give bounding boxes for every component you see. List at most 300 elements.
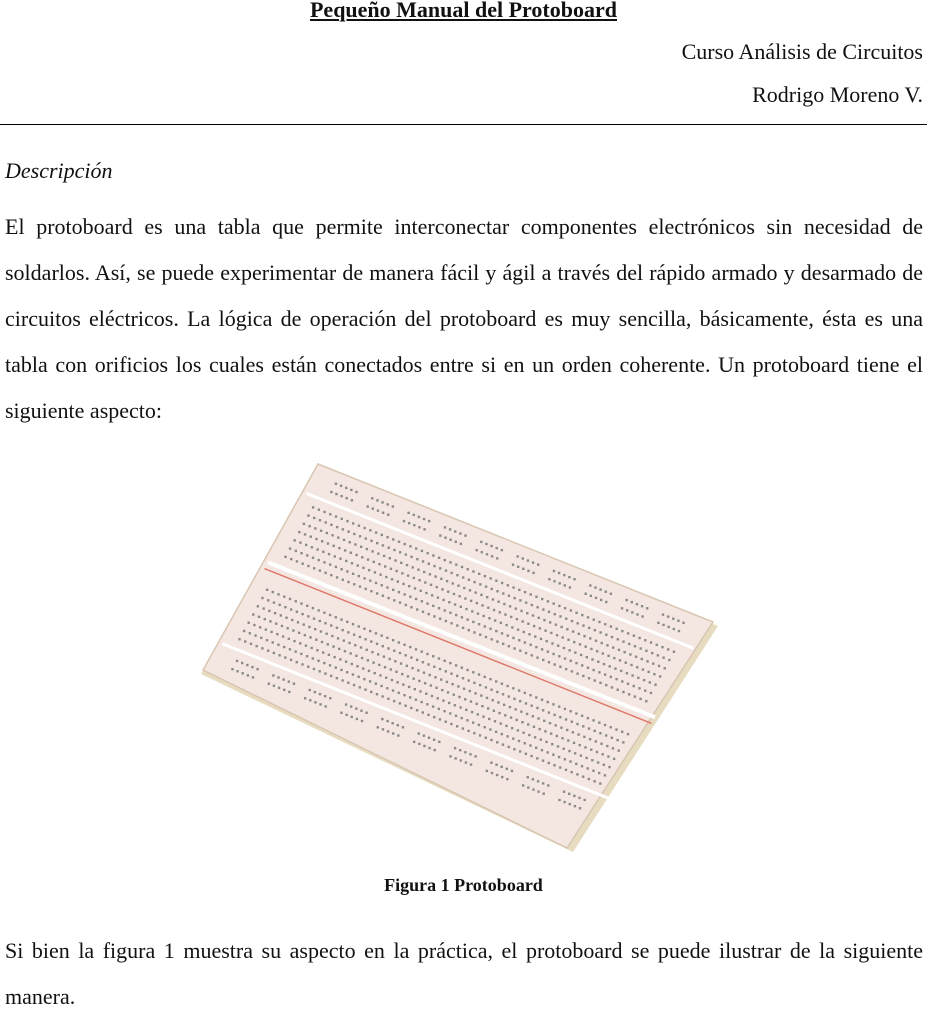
strip-hole xyxy=(290,608,292,610)
strip-hole xyxy=(421,600,423,602)
strip-hole xyxy=(578,633,580,635)
strip-hole xyxy=(582,624,584,626)
strip-hole xyxy=(572,731,574,733)
strip-hole xyxy=(479,634,481,636)
strip-hole xyxy=(455,664,457,666)
strip-hole xyxy=(512,637,514,639)
strip-hole xyxy=(449,662,451,664)
strip-hole xyxy=(605,684,607,686)
strip-hole xyxy=(582,776,584,778)
strip-hole xyxy=(558,705,560,707)
strip-hole xyxy=(622,640,624,642)
strip-hole xyxy=(329,563,331,565)
rail-hole xyxy=(247,674,249,676)
strip-hole xyxy=(501,733,503,735)
strip-hole xyxy=(579,643,581,645)
strip-hole xyxy=(575,662,577,664)
strip-hole xyxy=(335,666,337,668)
strip-hole xyxy=(292,629,294,631)
rail-hole xyxy=(423,528,425,530)
strip-hole xyxy=(453,593,455,595)
strip-hole xyxy=(519,599,521,601)
strip-hole xyxy=(314,628,316,630)
strip-hole xyxy=(317,660,319,662)
strip-hole xyxy=(445,670,447,672)
strip-hole xyxy=(512,687,514,689)
strip-hole xyxy=(425,693,427,695)
strip-hole xyxy=(478,724,480,726)
strip-hole xyxy=(524,742,526,744)
strip-hole xyxy=(313,668,315,670)
strip-hole xyxy=(514,708,516,710)
strip-hole xyxy=(539,627,541,629)
strip-hole xyxy=(456,624,458,626)
rail-hole xyxy=(496,547,498,549)
strip-hole xyxy=(288,638,290,640)
strip-hole xyxy=(462,677,464,679)
rail-hole xyxy=(433,739,435,741)
rail-hole xyxy=(397,724,399,726)
strip-hole xyxy=(557,745,559,747)
strip-hole xyxy=(477,713,479,715)
strip-hole xyxy=(546,640,548,642)
strip-hole xyxy=(360,546,362,548)
rail-hole xyxy=(423,745,425,747)
strip-hole xyxy=(415,598,417,600)
strip-hole xyxy=(507,584,509,586)
strip-hole xyxy=(445,620,447,622)
strip-hole xyxy=(375,531,377,533)
strip-hole xyxy=(362,567,364,569)
strip-hole xyxy=(289,547,291,549)
strip-hole xyxy=(667,648,669,650)
strip-hole xyxy=(580,654,582,656)
strip-hole xyxy=(498,712,500,714)
strip-hole xyxy=(494,619,496,621)
rail-hole xyxy=(667,615,669,617)
strip-hole xyxy=(385,576,387,578)
strip-hole xyxy=(478,573,480,575)
rail-hole xyxy=(527,776,529,778)
strip-hole xyxy=(472,570,474,572)
strip-hole xyxy=(532,715,534,717)
strip-hole xyxy=(412,677,414,679)
strip-hole xyxy=(380,634,382,636)
strip-hole xyxy=(347,682,349,684)
rail-hole xyxy=(631,611,633,613)
strip-hole xyxy=(386,687,388,689)
strip-hole xyxy=(376,693,378,695)
strip-hole xyxy=(284,556,286,558)
strip-hole xyxy=(329,513,331,515)
strip-hole xyxy=(398,692,400,694)
strip-hole xyxy=(450,572,452,574)
strip-hole xyxy=(649,681,651,683)
strip-hole xyxy=(392,589,394,591)
strip-hole xyxy=(312,607,314,609)
strip-hole xyxy=(377,552,379,554)
strip-hole xyxy=(609,665,611,667)
strip-hole xyxy=(547,600,549,602)
strip-hole xyxy=(505,725,507,727)
strip-hole xyxy=(305,644,307,646)
strip-hole xyxy=(307,514,309,516)
strip-hole xyxy=(439,617,441,619)
strip-hole xyxy=(471,711,473,713)
strip-hole xyxy=(598,671,600,673)
rail-hole xyxy=(355,707,357,709)
rail-hole xyxy=(490,761,492,763)
strip-hole xyxy=(296,661,298,663)
strip-hole xyxy=(519,650,521,652)
strip-hole xyxy=(335,616,337,618)
rail-hole xyxy=(569,586,571,588)
rail-hole xyxy=(376,499,378,501)
strip-hole xyxy=(310,536,312,538)
rail-hole xyxy=(553,570,555,572)
strip-hole xyxy=(381,534,383,536)
strip-hole xyxy=(295,550,297,552)
strip-hole xyxy=(250,643,252,645)
strip-hole xyxy=(535,596,537,598)
strip-hole xyxy=(542,759,544,761)
strip-hole xyxy=(449,612,451,614)
strip-hole xyxy=(483,726,485,728)
rail-hole xyxy=(351,499,353,501)
strip-hole xyxy=(307,666,309,668)
strip-hole xyxy=(467,679,469,681)
strip-hole xyxy=(380,685,382,687)
strip-hole xyxy=(403,644,405,646)
strip-hole xyxy=(558,605,560,607)
strip-hole xyxy=(373,561,375,563)
rail-hole xyxy=(506,778,508,780)
strip-hole xyxy=(528,633,530,635)
strip-hole xyxy=(496,590,498,592)
rail-hole xyxy=(558,572,560,574)
rail-hole xyxy=(423,518,425,520)
strip-hole xyxy=(557,645,559,647)
strip-hole xyxy=(496,741,498,743)
strip-hole xyxy=(487,707,489,709)
strip-hole xyxy=(450,672,452,674)
strip-hole xyxy=(467,568,469,570)
strip-hole xyxy=(466,618,468,620)
strip-hole xyxy=(529,694,531,696)
strip-hole xyxy=(596,751,598,753)
strip-hole xyxy=(401,673,403,675)
strip-hole xyxy=(420,701,422,703)
strip-hole xyxy=(489,678,491,680)
rail-hole xyxy=(460,759,462,761)
illustration-paragraph: Si bien la figura 1 muestra su aspecto en la práctica, el protoboard se puede ilustrar de la siguiente manera. xyxy=(5,938,923,1009)
strip-hole xyxy=(484,625,486,627)
rail-hole xyxy=(324,705,326,707)
strip-hole xyxy=(565,668,567,670)
strip-hole xyxy=(368,670,370,672)
strip-hole xyxy=(488,617,490,619)
strip-hole xyxy=(488,718,490,720)
rail-hole xyxy=(438,741,440,743)
strip-hole xyxy=(438,708,440,710)
strip-hole xyxy=(509,605,511,607)
rail-hole xyxy=(464,534,466,536)
strip-hole xyxy=(587,616,589,618)
rail-hole xyxy=(241,662,243,664)
strip-hole xyxy=(535,696,537,698)
rail-hole xyxy=(496,774,498,776)
strip-hole xyxy=(558,655,560,657)
strip-hole xyxy=(576,622,578,624)
strip-hole xyxy=(267,599,269,601)
strip-hole xyxy=(400,562,402,564)
strip-hole xyxy=(392,689,394,691)
strip-hole xyxy=(646,660,648,662)
rail-hole xyxy=(553,580,555,582)
rail-hole xyxy=(428,737,430,739)
rail-hole xyxy=(568,576,570,578)
strip-hole xyxy=(641,658,643,660)
strip-hole xyxy=(416,709,418,711)
strip-hole xyxy=(480,594,482,596)
strip-hole xyxy=(584,746,586,748)
strip-hole xyxy=(339,557,341,559)
strip-hole xyxy=(416,659,418,661)
strip-hole xyxy=(417,669,419,671)
strip-hole xyxy=(407,675,409,677)
rail-hole xyxy=(532,788,534,790)
strip-hole xyxy=(298,632,300,634)
strip-hole xyxy=(550,732,552,734)
strip-hole xyxy=(387,547,389,549)
rail-hole xyxy=(309,699,311,701)
strip-hole xyxy=(299,642,301,644)
strip-hole xyxy=(481,705,483,707)
strip-hole xyxy=(616,739,618,741)
strip-hole xyxy=(587,717,589,719)
strip-hole xyxy=(313,617,315,619)
strip-hole xyxy=(626,672,628,674)
rail-hole xyxy=(641,605,643,607)
strip-hole xyxy=(352,522,354,524)
strip-hole xyxy=(313,517,315,519)
strip-hole xyxy=(526,713,528,715)
strip-hole xyxy=(402,683,404,685)
strip-hole xyxy=(536,707,538,709)
strip-hole xyxy=(613,657,615,659)
strip-hole xyxy=(455,614,457,616)
strip-hole xyxy=(446,580,448,582)
strip-hole xyxy=(412,566,414,568)
strip-hole xyxy=(385,677,387,679)
strip-hole xyxy=(490,739,492,741)
strip-hole xyxy=(495,731,497,733)
rail-hole xyxy=(537,790,539,792)
rail-hole xyxy=(673,628,675,630)
rail-hole xyxy=(465,761,467,763)
strip-hole xyxy=(353,633,355,635)
strip-hole xyxy=(402,583,404,585)
strip-hole xyxy=(293,640,295,642)
strip-hole xyxy=(639,698,641,700)
strip-hole xyxy=(530,705,532,707)
strip-hole xyxy=(452,582,454,584)
rail-hole xyxy=(631,601,633,603)
strip-hole xyxy=(473,631,475,633)
strip-hole xyxy=(448,601,450,603)
strip-hole xyxy=(567,739,569,741)
rail-hole xyxy=(459,749,461,751)
strip-hole xyxy=(273,601,275,603)
rail-hole xyxy=(590,595,592,597)
strip-hole xyxy=(444,721,446,723)
strip-hole xyxy=(346,520,348,522)
rail-hole xyxy=(407,512,409,514)
header-divider xyxy=(0,124,927,125)
strip-hole xyxy=(294,539,296,541)
strip-hole xyxy=(461,717,463,719)
rail-hole xyxy=(268,683,270,685)
strip-hole xyxy=(363,577,365,579)
strip-hole xyxy=(383,555,385,557)
rail-hole xyxy=(377,726,379,728)
strip-hole xyxy=(525,702,527,704)
strip-hole xyxy=(427,714,429,716)
strip-hole xyxy=(610,726,612,728)
strip-hole xyxy=(376,542,378,544)
strip-hole xyxy=(540,738,542,740)
rail-hole xyxy=(371,497,373,499)
strip-hole xyxy=(249,632,251,634)
strip-hole xyxy=(518,639,520,641)
strip-hole xyxy=(451,683,453,685)
strip-hole xyxy=(462,627,464,629)
strip-hole xyxy=(554,613,556,615)
strip-hole xyxy=(360,646,362,648)
rail-hole xyxy=(372,507,374,509)
strip-hole xyxy=(330,624,332,626)
strip-hole xyxy=(415,547,417,549)
strip-hole xyxy=(638,687,640,689)
rail-hole xyxy=(558,582,560,584)
strip-hole xyxy=(408,686,410,688)
strip-hole xyxy=(324,521,326,523)
strip-hole xyxy=(312,557,314,559)
strip-hole xyxy=(282,635,284,637)
strip-hole xyxy=(502,693,504,695)
rail-hole xyxy=(340,495,342,497)
strip-hole xyxy=(336,576,338,578)
strip-hole xyxy=(401,572,403,574)
strip-hole xyxy=(315,538,317,540)
strip-hole xyxy=(575,612,577,614)
strip-hole xyxy=(304,634,306,636)
strip-hole xyxy=(575,712,577,714)
strip-hole xyxy=(342,579,344,581)
strip-hole xyxy=(444,609,446,611)
strip-hole xyxy=(283,595,285,597)
strip-hole xyxy=(582,725,584,727)
rail-hole xyxy=(459,532,461,534)
strip-hole xyxy=(598,621,600,623)
strip-hole xyxy=(569,710,571,712)
strip-hole xyxy=(331,635,333,637)
rail-hole xyxy=(256,668,258,670)
strip-hole xyxy=(565,769,567,771)
strip-hole xyxy=(258,616,260,618)
rail-hole xyxy=(481,551,483,553)
rail-hole xyxy=(469,753,471,755)
rail-hole xyxy=(449,755,451,757)
strip-hole xyxy=(502,643,504,645)
rail-hole xyxy=(595,597,597,599)
strip-hole xyxy=(531,604,533,606)
rail-hole xyxy=(444,536,446,538)
strip-hole xyxy=(463,688,465,690)
strip-hole xyxy=(668,659,670,661)
strip-hole xyxy=(465,608,467,610)
rail-hole xyxy=(574,805,576,807)
strip-hole xyxy=(394,660,396,662)
strip-hole xyxy=(549,621,551,623)
strip-hole xyxy=(561,737,563,739)
strip-hole xyxy=(647,671,649,673)
rail-hole xyxy=(377,509,379,511)
rail-hole xyxy=(522,784,524,786)
strip-hole xyxy=(440,678,442,680)
strip-hole xyxy=(553,764,555,766)
strip-hole xyxy=(527,623,529,625)
strip-hole xyxy=(336,677,338,679)
strip-hole xyxy=(347,530,349,532)
strip-hole xyxy=(340,669,342,671)
strip-hole xyxy=(286,627,288,629)
strip-hole xyxy=(410,707,412,709)
strip-hole xyxy=(589,738,591,740)
strip-hole xyxy=(621,630,623,632)
rail-hole xyxy=(413,514,415,516)
strip-hole xyxy=(453,694,455,696)
strip-hole xyxy=(433,615,435,617)
strip-hole xyxy=(404,654,406,656)
rail-hole xyxy=(350,705,352,707)
strip-hole xyxy=(456,574,458,576)
strip-hole xyxy=(512,586,514,588)
rail-hole xyxy=(470,763,472,765)
strip-hole xyxy=(625,662,627,664)
strip-hole xyxy=(290,558,292,560)
strip-hole xyxy=(471,610,473,612)
strip-hole xyxy=(599,732,601,734)
strip-hole xyxy=(484,575,486,577)
strip-hole xyxy=(321,641,323,643)
strip-hole xyxy=(290,659,292,661)
strip-hole xyxy=(580,754,582,756)
strip-hole xyxy=(560,727,562,729)
rail-hole xyxy=(490,545,492,547)
strip-hole xyxy=(319,620,321,622)
strip-hole xyxy=(590,648,592,650)
rail-hole xyxy=(485,543,487,545)
strip-hole xyxy=(518,589,520,591)
strip-hole xyxy=(533,625,535,627)
strip-hole xyxy=(322,651,324,653)
strip-hole xyxy=(375,632,377,634)
strip-hole xyxy=(581,614,583,616)
rail-hole xyxy=(282,678,284,680)
strip-hole xyxy=(564,758,566,760)
strip-hole xyxy=(501,632,503,634)
